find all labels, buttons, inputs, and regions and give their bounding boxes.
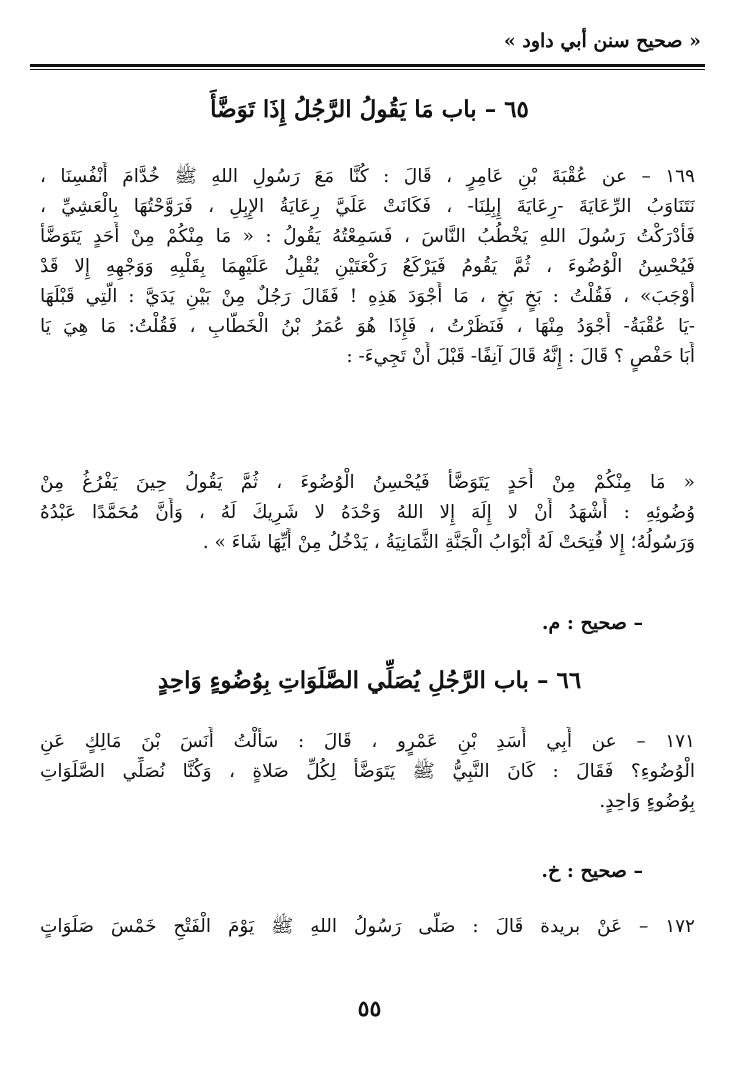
- page-number: ٥٥: [357, 996, 382, 1022]
- hadith-171: [40, 727, 695, 817]
- hadith-169-quote: [40, 468, 695, 558]
- hadith-169-line: نَتَنَاوَبُ الرِّعَايَةَ -رِعَايَةَ إِبِلِنَا- ، فَكَانَتْ عَلَيَّ رِعَايَةُ الإِبِلِ ، فَرَوَّحْتُهَا بِالْعَشِيِّ ،: [40, 196, 695, 217]
- hadith-169-line: أَبَا حَفْصٍ ؟ قَالَ : إِنَّهُ قَالَ آنِفًا- قَبْلَ أَنْ تَجِيءَ- :: [346, 346, 695, 367]
- hadith-171-line: الْوُضُوءِ؟ فَقَالَ : كَانَ النَّبِيُّ ﷺ يَتَوَضَّأُ لِكُلِّ صَلاةٍ ، وَكُنَّا نُصَلِّي الصَّلَوَاتِ: [40, 761, 695, 782]
- hadith-169-quote-line: « مَا مِنْكُمْ مِنْ أَحَدٍ يَتَوَضَّأُ فَيُحْسِنُ الْوُضُوءَ ، ثُمَّ يَقُولُ حِينَ يَفْرُغُ مِنْ: [40, 472, 695, 493]
- hadith-172-line: ١٧٢ – عَنْ بريدة قَالَ : صَلَّى رَسُولُ اللهِ ﷺ يَوْمَ الْفَتْحِ خَمْسَ صَلَوَاتٍ: [40, 916, 695, 937]
- hadith-172: [40, 912, 695, 942]
- hadith-171-line: ١٧١ – عن أَبِي أَسَدِ بْنِ عَمْرٍو ، قَالَ : سَأَلْتُ أَنَسَ بْنَ مَالِكٍ عَنِ: [40, 731, 695, 752]
- hadith-169-line: فَأَدْرَكْتُ رَسُولَ اللهِ يَخْطُبُ النَّاسَ ، فَسَمِعْتُهُ يَقُولُ : « مَا مِنْكُمْ مِنْ أَحَدٍ يَتَوَضَّأُ: [40, 226, 695, 247]
- hadith-169-line: -يَا عُقْبَةُ- أَجْوَدُ مِنْهَا ، فَنَظَرْتُ ، فَإِذَا هُوَ عُمَرُ بْنُ الْخَطَّابِ ، فَقُلْتُ: مَا هِيَ يَا: [40, 316, 695, 337]
- chapter-title-65: ٦٥ – باب مَا يَقُولُ الرَّجُلُ إِذَا تَوَضَّأَ: [210, 96, 529, 123]
- hadith-169-line: ١٦٩ – عن عُقْبَةَ بْنِ عَامِرٍ ، قَالَ : كُنَّا مَعَ رَسُولِ اللهِ ﷺ خُدَّامَ أَنْفُسِنَا ،: [40, 166, 695, 187]
- hadith-169-quote-line: وَرَسُولُهُ؛ إِلا فُتِحَتْ لَهُ أَبْوَابُ الْجَنَّةِ الثَّمَانِيَةُ ، يَدْخُلُ مِنْ أَيِّهَا شَاءَ » .: [202, 532, 695, 553]
- running-header: « صحيح سنن أبي داود »: [503, 30, 701, 52]
- hadith-169-grade: – صحيح : م.: [541, 612, 643, 634]
- header-rule-thick: [30, 64, 705, 67]
- hadith-169-line: فَيُحْسِنُ الْوُضُوءَ ، ثُمَّ يَقُومُ فَيَرْكَعُ رَكْعَتَيْنِ يُقْبِلُ عَلَيْهِمَا بِقَلْبِهِ وَوَجْهِهِ إِلا قَدْ: [40, 256, 695, 277]
- chapter-title-66: ٦٦ – باب الرَّجُلِ يُصَلِّي الصَّلَوَاتِ بِوُضُوءٍ وَاحِدٍ: [157, 667, 582, 694]
- header-rule-thin: [30, 69, 705, 70]
- hadith-169-line: أَوْجَبَ» ، فَقُلْتُ : بَخٍ بَخٍ ، مَا أَجْوَدَ هَذِهِ ! فَقَالَ رَجُلٌ مِنْ بَيْنِ يَدَيَّ : الَّتِي قَبْلَهَا: [40, 286, 695, 307]
- hadith-171-line: بِوُضُوءٍ وَاحِدٍ.: [599, 791, 695, 812]
- hadith-169: [40, 162, 695, 372]
- hadith-169-quote-line: وُضُوئِهِ : أَشْهَدُ أَنْ لا إِلَهَ إِلا اللهُ وَحْدَهُ لا شَرِيكَ لَهُ ، وَأَنَّ مُحَمَّدًا عَبْدُهُ: [40, 502, 695, 523]
- hadith-171-grade: – صحيح : خ.: [541, 860, 643, 882]
